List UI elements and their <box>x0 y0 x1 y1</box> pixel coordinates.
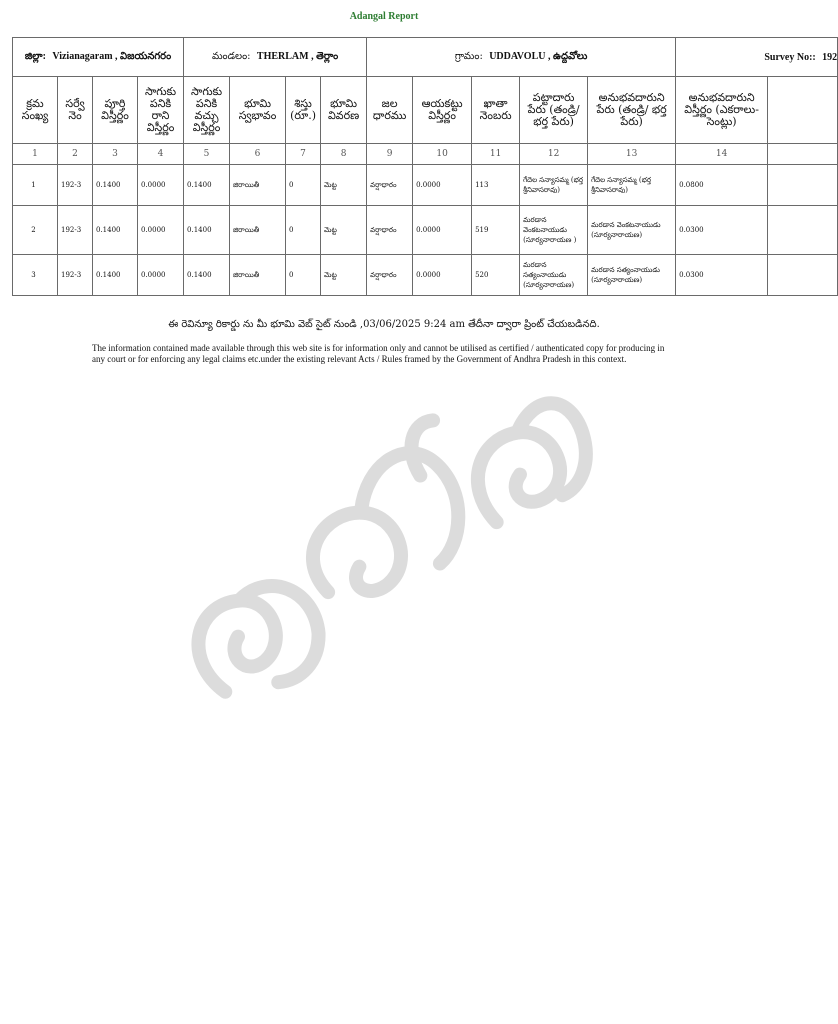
mandal-label: మండలం: <box>211 51 251 62</box>
village-label: గ్రామం: <box>454 51 483 62</box>
cell-survey: 192-3 <box>58 255 93 296</box>
survey-value: 192 <box>822 51 838 63</box>
cell-pattadar: మరడాన సత్యంనాయుడు (సూర్యనారాయణ) <box>520 255 588 296</box>
col-header-overflow <box>768 77 838 144</box>
cell-nature: జిరాయితీ <box>230 206 286 255</box>
col-header: సాగుకు పనికి వచ్చు విస్తీర్ణం <box>184 77 230 144</box>
col-number: 3 <box>93 144 138 165</box>
col-header: ఆయకట్టు విస్తీర్ణం <box>413 77 472 144</box>
cell-tax: 0 <box>286 255 321 296</box>
adangal-table <box>12 37 838 296</box>
col-header: శిస్తు (రూ.) <box>286 77 321 144</box>
column-header-row <box>13 77 838 144</box>
col-header: జల ధారము <box>367 77 413 144</box>
district-label: జిల్లా: <box>24 51 46 62</box>
cell-sno: 1 <box>13 165 58 206</box>
col-number: 1 <box>13 144 58 165</box>
cell-enjoyer: మరడాన సత్యంనాయుడు (సూర్యనారాయణ) <box>588 255 676 296</box>
table-row <box>13 206 838 255</box>
col-header: భూమి స్వభావం <box>230 77 286 144</box>
report-title: Adangal Report <box>349 11 419 22</box>
col-number: 9 <box>367 144 413 165</box>
col-header: సాగుకు పనికి రాని విస్తీర్ణం <box>138 77 184 144</box>
col-number: 6 <box>230 144 286 165</box>
disclaimer-text: The information contained made available through this web site is for information only and cannot be utilised as certified / authenticated copy for producing in any court or for enforcing any legal claims etc.under the existing relevant Acts / Rules framed by the Government of Andhra Pradesh in this context. <box>92 343 665 364</box>
mandal-value: THERLAM , తెర్లాం <box>256 51 339 62</box>
cell-survey: 192-3 <box>58 165 93 206</box>
cell-survey: 192-3 <box>58 206 93 255</box>
mandal-cell <box>184 38 367 77</box>
col-header: అనుభవదారుని పేరు (తండ్రి/ భర్త పేరు) <box>588 77 676 144</box>
column-number-row <box>13 144 838 165</box>
cell-uncultivable: 0.0000 <box>138 206 184 255</box>
printed-note: ఈ రెవిన్యూ రికార్డు ను మీ భూమి వెబ్ సైట్ నుండి ,03/06/2025 9:24 am తేదీనా ద్వారా ప్రింట్ చేయబడినది. <box>168 319 600 330</box>
cell-overflow <box>768 255 838 296</box>
cell-uncultivable: 0.0000 <box>138 165 184 206</box>
cell-cultivable: 0.1400 <box>184 165 230 206</box>
cell-total: 0.1400 <box>93 206 138 255</box>
district-cell <box>13 38 184 77</box>
table-row <box>13 255 838 296</box>
cell-overflow <box>768 206 838 255</box>
cell-sno: 3 <box>13 255 58 296</box>
cell-ayacut: 0.0000 <box>413 165 472 206</box>
cell-enjoyer-extent: 0.0300 <box>676 206 768 255</box>
location-header-row <box>13 38 838 77</box>
cell-tax: 0 <box>286 206 321 255</box>
table-row <box>13 165 838 206</box>
cell-khata: 519 <box>472 206 520 255</box>
cell-enjoyer-extent: 0.0800 <box>676 165 768 206</box>
cell-water-source: వర్షాధారం <box>367 206 413 255</box>
survey-cell <box>676 38 838 77</box>
col-header: పూర్తి విస్తీర్ణం <box>93 77 138 144</box>
cell-total: 0.1400 <box>93 255 138 296</box>
col-header: పట్టాదారు పేరు (తండ్రి/భర్త పేరు) <box>520 77 588 144</box>
cell-water-source: వర్షాధారం <box>367 165 413 206</box>
cell-pattadar: మరడాన వెంకటనాయుడు (సూర్యనారాయణ ) <box>520 206 588 255</box>
cell-nature: జిరాయితీ <box>230 165 286 206</box>
cell-enjoyer: మరడాన వెంకటనాయుడు (సూర్యనారాయణ) <box>588 206 676 255</box>
cell-cultivable: 0.1400 <box>184 206 230 255</box>
col-header: ఖాతా నెంబరు <box>472 77 520 144</box>
col-number-overflow <box>768 144 838 165</box>
col-number: 8 <box>321 144 367 165</box>
col-header: అనుభవదారుని విస్తీర్ణం (ఎకరాలు-సెంట్లు) <box>676 77 768 144</box>
col-number: 11 <box>472 144 520 165</box>
col-number: 13 <box>588 144 676 165</box>
survey-label: Survey No:: <box>764 51 816 63</box>
cell-enjoyer-extent: 0.0300 <box>676 255 768 296</box>
col-number: 12 <box>520 144 588 165</box>
col-header: క్రమ సంఖ్య <box>13 77 58 144</box>
col-number: 5 <box>184 144 230 165</box>
cell-nature: జిరాయితీ <box>230 255 286 296</box>
col-header: సర్వే నెం <box>58 77 93 144</box>
cell-khata: 520 <box>472 255 520 296</box>
col-number: 4 <box>138 144 184 165</box>
cell-description: మెట్ట <box>321 255 367 296</box>
col-header: భూమి వివరణ <box>321 77 367 144</box>
cell-uncultivable: 0.0000 <box>138 255 184 296</box>
cell-description: మెట్ట <box>321 165 367 206</box>
cell-cultivable: 0.1400 <box>184 255 230 296</box>
cell-ayacut: 0.0000 <box>413 255 472 296</box>
cell-khata: 113 <box>472 165 520 206</box>
col-number: 14 <box>676 144 768 165</box>
cell-sno: 2 <box>13 206 58 255</box>
village-cell <box>367 38 676 77</box>
col-number: 7 <box>286 144 321 165</box>
cell-total: 0.1400 <box>93 165 138 206</box>
cell-water-source: వర్షాధారం <box>367 255 413 296</box>
cell-enjoyer: గేదెల సన్యాసమ్మ (భర్త శ్రీనివాసరావు) <box>588 165 676 206</box>
district-value: Vizianagaram , విజయనగరం <box>52 51 172 62</box>
cell-ayacut: 0.0000 <box>413 206 472 255</box>
cell-description: మెట్ట <box>321 206 367 255</box>
cell-tax: 0 <box>286 165 321 206</box>
cell-overflow <box>768 165 838 206</box>
col-number: 10 <box>413 144 472 165</box>
cell-pattadar: గేదెల సన్యాసమ్మ (భర్త శ్రీనివాసరావు) <box>520 165 588 206</box>
mee-bhoomi-watermark <box>148 382 628 692</box>
village-value: UDDAVOLU , ఉద్దవోలు <box>489 51 588 62</box>
col-number: 2 <box>58 144 93 165</box>
